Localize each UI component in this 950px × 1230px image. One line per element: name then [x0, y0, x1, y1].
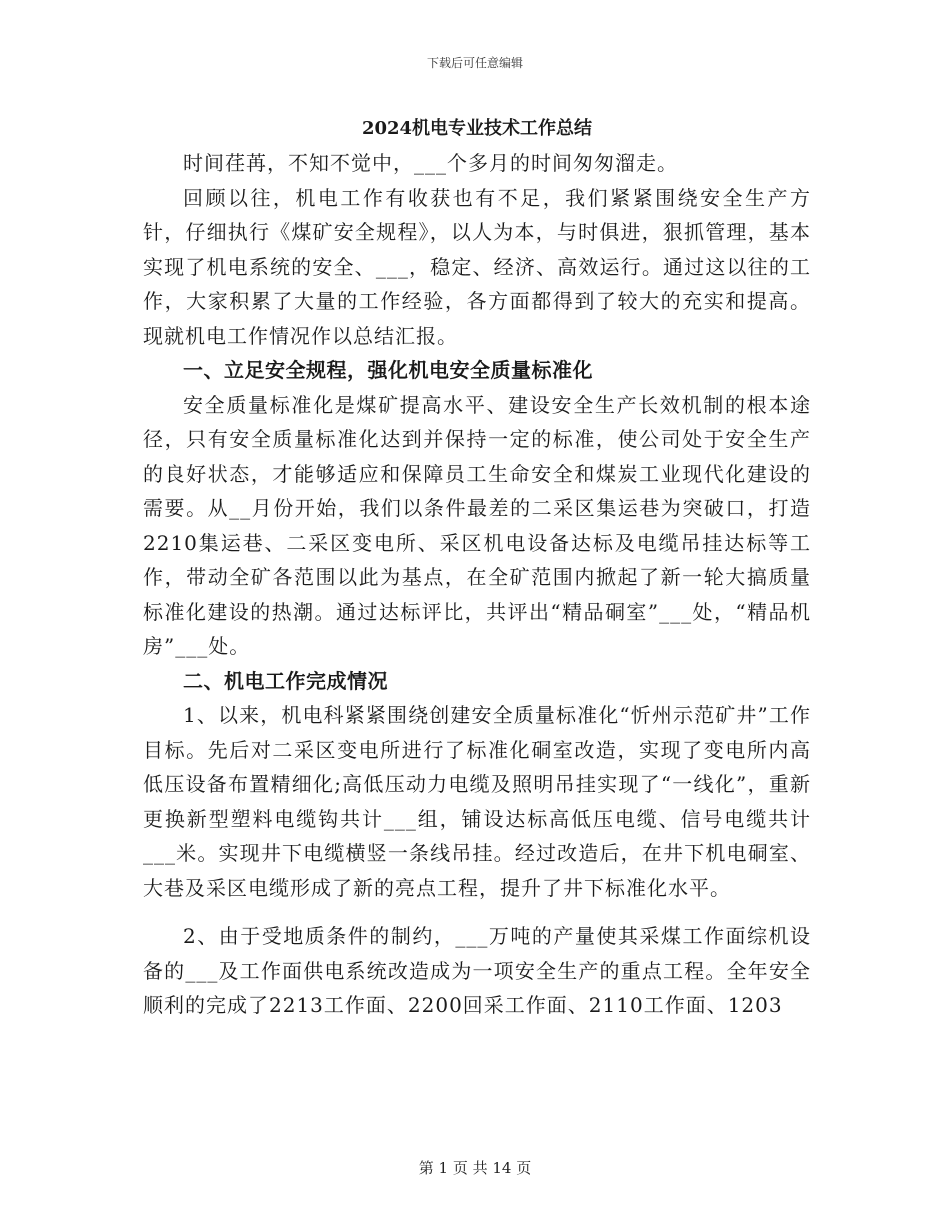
paragraph-intro: 时间荏苒，不知不觉中，___个多月的时间匆匆溜走。: [183, 151, 678, 175]
paragraph-item-2: 2、由于受地质条件的制约，___万吨的产量使其采煤工作面综机设备的___及工作面供电系统改造成为一项安全生产的重点工程。全年安全顺利的完成了2213工作面、2200回采工作面、2110工作面、1203: [143, 924, 811, 1017]
section-heading-1: 一、立足安全规程，强化机电安全质量标准化: [183, 358, 593, 382]
section-heading-2: 二、机电工作完成情况: [183, 668, 388, 693]
document-title: 2024机电专业技术工作总结: [361, 118, 593, 139]
paragraph-item-1: 1、以来，机电科紧紧围绕创建安全质量标准化“忻州示范矿井”工作目标。先后对二采区变电所进行了标准化硐室改造，实现了变电所内高低压设备布置精细化;高低压动力电缆及照明吊挂实现了“一线化”，重新更换新型塑料电缆钩共计___组，铺设达标高低压电缆、信号电缆共计___米。实现井下电缆横竖一条线吊挂。经过改造后，在井下机电硐室、大巷及采区电缆形成了新的亮点工程，提升了井下标准化水平。: [143, 703, 811, 900]
paragraph-standardization: 安全质量标准化是煤矿提高水平、建设安全生产长效机制的根本途径，只有安全质量标准化达到并保持一定的标准，使公司处于安全生产的良好状态，才能够适应和保障员工生命安全和煤炭工业现代化建设的需要。从__月份开始，我们以条件最差的二采区集运巷为突破口，打造2210集运巷、二采区变电所、采区机电设备达标及电缆吊挂达标等工作，带动全矿各范围以此为基点，在全矿范围内掀起了新一轮大搞质量标准化建设的热潮。通过达标评比，共评出“精品硐室”___处，“精品机房”___处。: [143, 392, 811, 658]
header-note: 下载后可任意编辑: [426, 56, 523, 70]
document-body: [143, 112, 811, 1023]
page-footer: 第 1 页 共 14 页: [418, 1159, 532, 1177]
paragraph-review: 回顾以往，机电工作有收获也有不足，我们紧紧围绕安全生产方针，仔细执行《煤矿安全规程》，以人为本，与时俱进，狠抓管理，基本实现了机电系统的安全、___，稳定、经济、高效运行。通过这以往的工作，大家积累了大量的工作经验，各方面都得到了较大的充实和提高。现就机电工作情况作以总结汇报。: [143, 185, 811, 348]
